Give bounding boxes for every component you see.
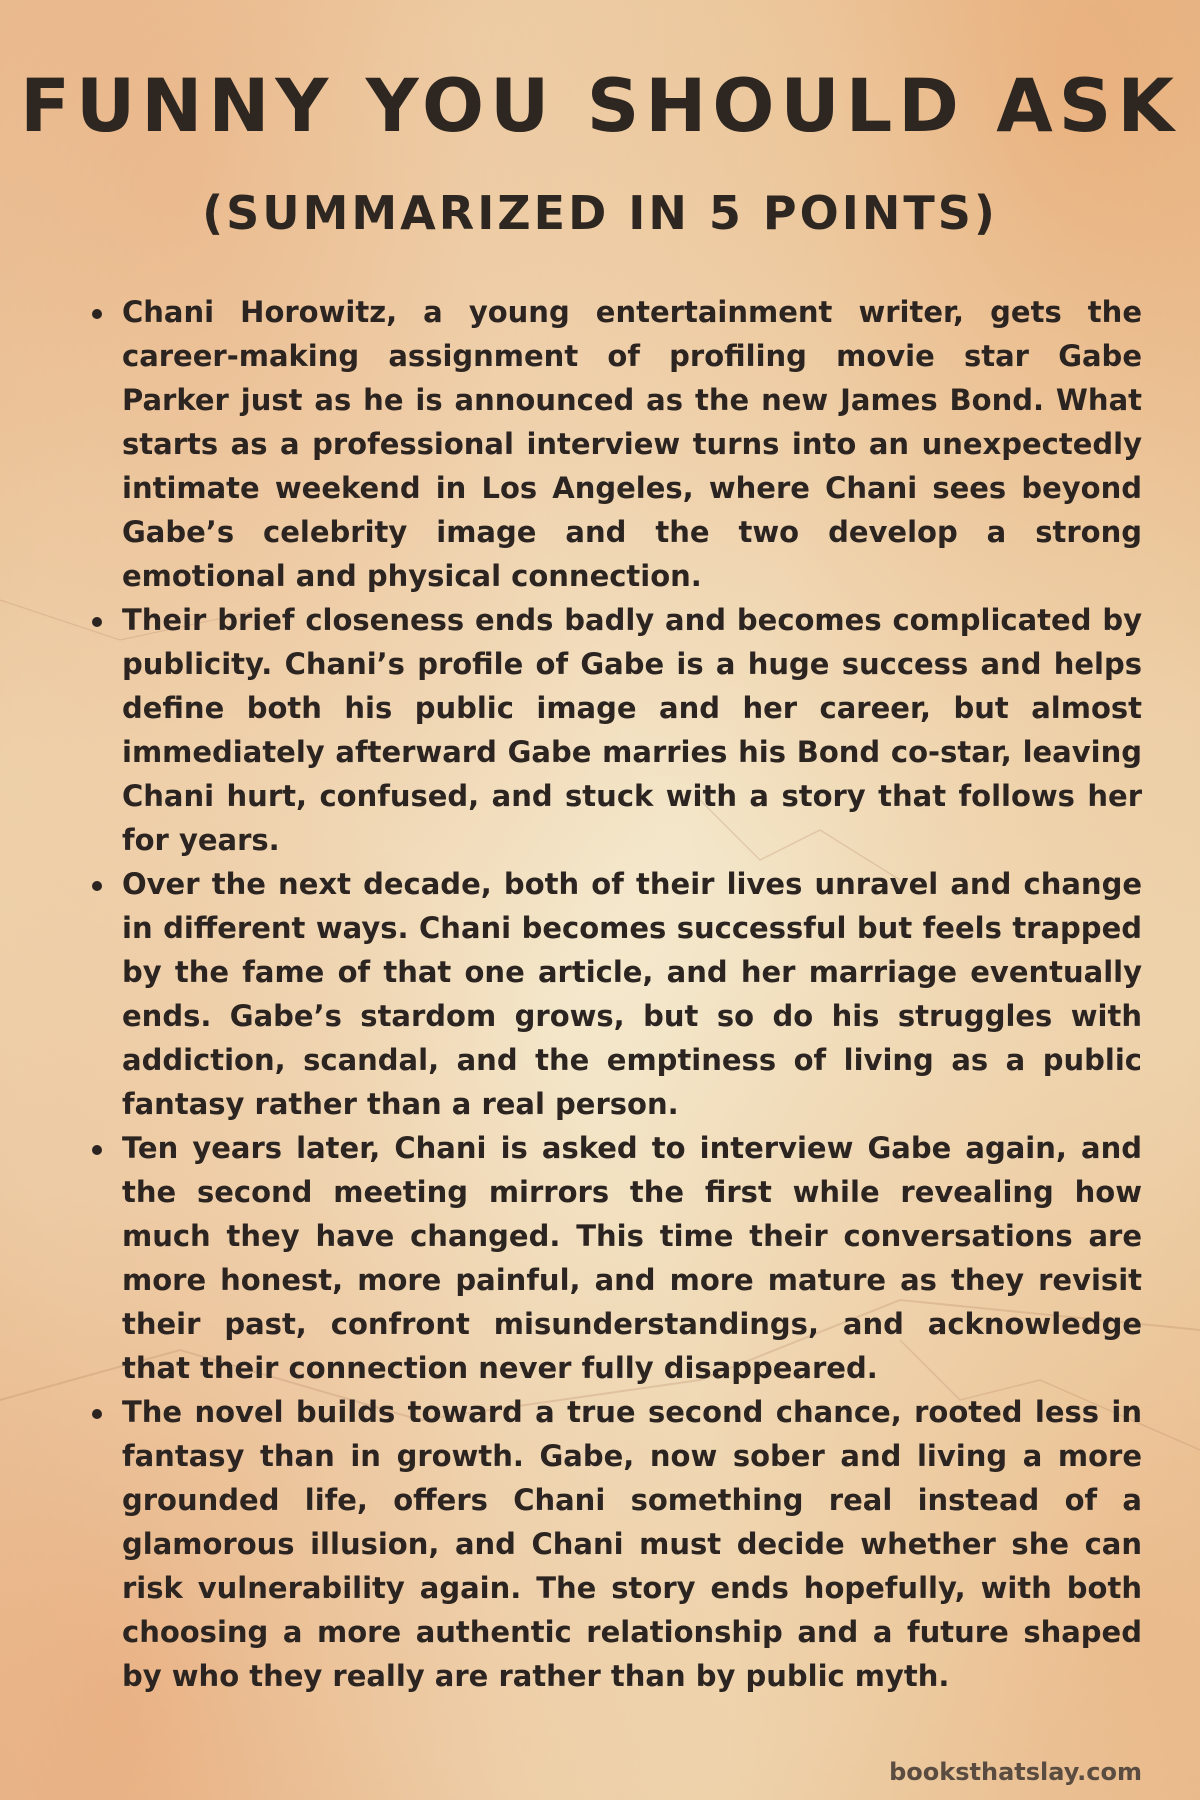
summary-point-text: Their brief closeness ends badly and becomes complicated by publicity. Chani’s profile of Gabe is a huge success and helps define both his public image and her career, but almost immediately afterward Gabe marries his Bond co-star, leaving Chani hurt, confused, and stuck with a story that follows her for years. — [122, 603, 1142, 857]
bullet-dot-icon — [92, 1409, 102, 1419]
summary-point — [122, 1126, 1142, 1390]
summary-point-text: Chani Horowitz, a young entertainment writer, gets the career-making assignment of profiling movie star Gabe Parker just as he is announced as the new James Bond. What starts as a professional interview turns into an unexpectedly intimate weekend in Los Angeles, where Chani sees beyond Gabe’s celebrity image and the two develop a strong emotional and physical connection. — [122, 295, 1142, 593]
summary-point — [122, 1390, 1142, 1698]
site-watermark: booksthatslay.com — [889, 1758, 1142, 1786]
bullet-dot-icon — [92, 1145, 102, 1155]
summary-points-list — [0, 290, 1200, 1698]
summary-point-text: Over the next decade, both of their lives unravel and change in different ways. Chani becomes successful but feels trapped by the fame of that one article, and her marriage eventually ends. Gabe’s stardom grows, but so do his struggles with addiction, scandal, and the emptiness of living as a public fantasy rather than a real person. — [122, 867, 1142, 1121]
page-subtitle: (SUMMARIZED IN 5 POINTS) — [202, 186, 998, 240]
summary-point-text: Ten years later, Chani is asked to interview Gabe again, and the second meeting mirrors the first while revealing how much they have changed. This time their conversations are more honest, more painful, and more mature as they revisit their past, confront misunderstandings, and acknowledge that their connection never fully disappeared. — [122, 1131, 1142, 1385]
summary-point — [122, 598, 1142, 862]
summary-point — [122, 290, 1142, 598]
bullet-dot-icon — [92, 309, 102, 319]
bullet-dot-icon — [92, 881, 102, 891]
page-title: FUNNY YOU SHOULD ASK — [20, 64, 1180, 149]
summary-point-text: The novel builds toward a true second chance, rooted less in fantasy than in growth. Gabe, now sober and living a more grounded life, offers Chani something real instead of a glamorous illusion, and Chani must decide whether she can risk vulnerability again. The story ends hopefully, with both choosing a more authentic relationship and a future shaped by who they really are rather than by public myth. — [122, 1395, 1142, 1693]
bullet-dot-icon — [92, 617, 102, 627]
summary-point — [122, 862, 1142, 1126]
